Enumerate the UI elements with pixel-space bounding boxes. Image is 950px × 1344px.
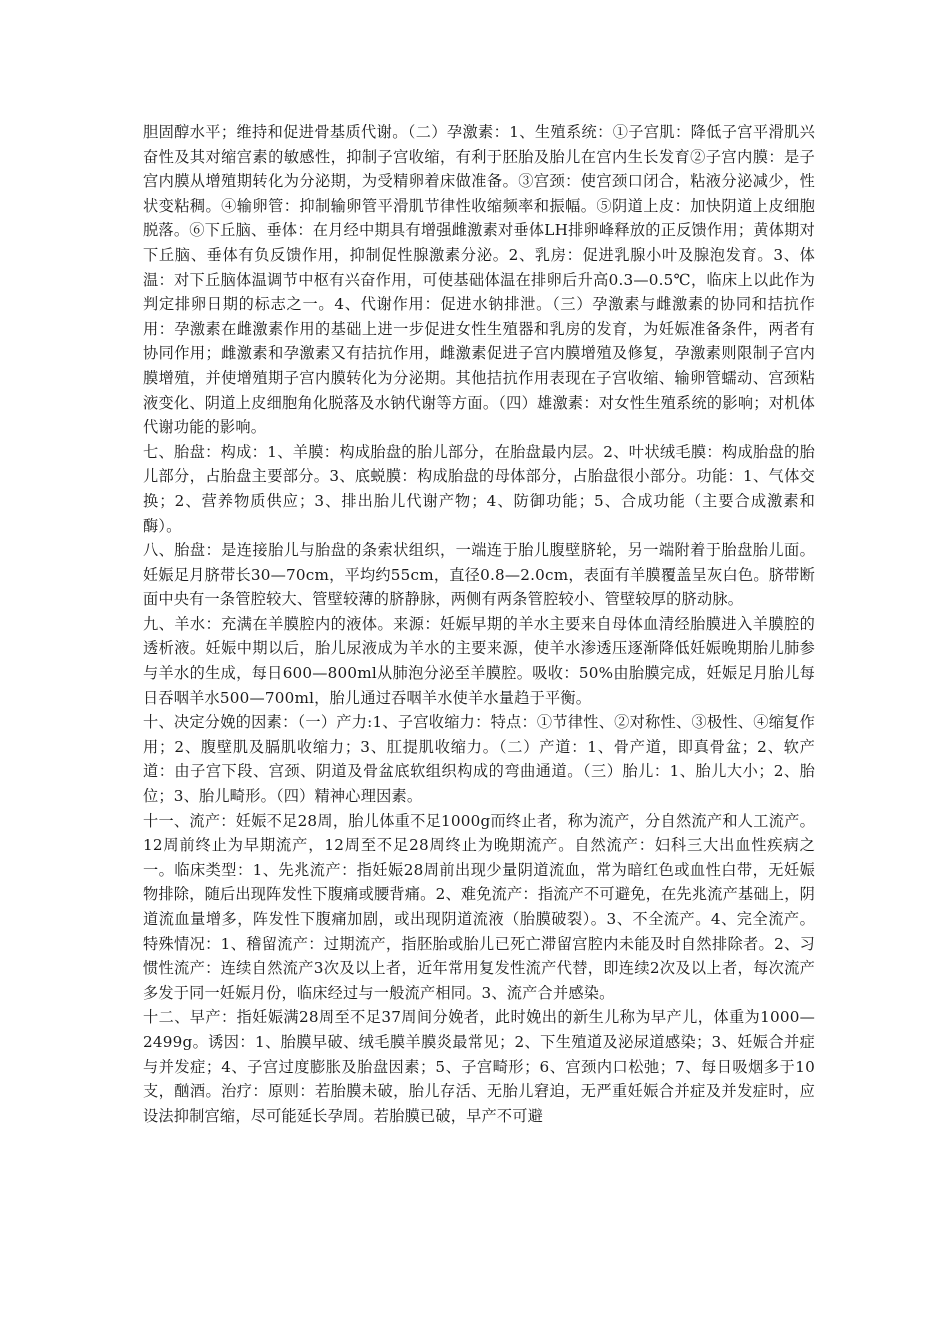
document-body xyxy=(143,120,815,1128)
paragraph-labor-factors: 十、决定分娩的因素：（一）产力:1、子宫收缩力：特点：①节律性、②对称性、③极性、④缩复作用；2、腹壁肌及膈肌收缩力；3、肛提肌收缩力。（二）产道：1、骨产道，即真骨盆；2、软产道：由子宫下段、宫颈、阴道及骨盆底软组织构成的弯曲通道。（三）胎儿：1、胎儿大小；2、胎位；3、胎儿畸形。（四）精神心理因素。 xyxy=(143,713,815,806)
paragraph-amniotic-fluid: 九、羊水：充满在羊膜腔内的液体。来源：妊娠早期的羊水主要来自母体血清经胎膜进入羊膜腔的透析液。妊娠中期以后，胎儿尿液成为羊水的主要来源，使羊水渗透压逐渐降低妊娠晚期胎儿肺参与羊水的生成，每日600—800ml从肺泡分泌至羊膜腔。吸收：50%由胎膜完成，妊娠足月胎儿每日吞咽羊水500—700ml，胎儿通过吞咽羊水使羊水量趋于平衡。 xyxy=(143,614,815,707)
paragraph-placenta: 七、胎盘：构成：1、羊膜：构成胎盘的胎儿部分，在胎盘最内层。2、叶状绒毛膜：构成胎盘的胎儿部分，占胎盘主要部分。3、底蜕膜：构成胎盘的母体部分，占胎盘很小部分。功能：1、气体交换；2、营养物质供应；3、排出胎儿代谢产物；4、防御功能；5、合成功能（主要合成激素和酶）。 xyxy=(143,442,815,535)
paragraph-hormones: 胆固醇水平；维持和促进骨基质代谢。（二）孕激素：1、生殖系统：①子宫肌：降低子宫平滑肌兴奋性及其对缩宫素的敏感性，抑制子宫收缩，有利于胚胎及胎儿在宫内生长发育②子宫内膜：是子宫内膜从增殖期转化为分泌期，为受精卵着床做准备。③宫颈：使宫颈口闭合，粘液分泌减少，性状变粘稠。④输卵管：抑制输卵管平滑肌节律性收缩频率和振幅。⑤阴道上皮：加快阴道上皮细胞脱落。⑥下丘脑、垂体：在月经中期具有增强雌激素对垂体LH排卵峰释放的正反馈作用；黄体期对下丘脑、垂体有负反馈作用，抑制促性腺激素分泌。2、乳房：促进乳腺小叶及腺泡发育。3、体温：对下丘脑体温调节中枢有兴奋作用，可使基础体温在排卵后升高0.3—0.5℃，临床上以此作为判定排卵日期的标志之一。4、代谢作用：促进水钠排泄。（三）孕激素与雌激素的协同和拮抗作用：孕激素在雌激素作用的基础上进一步促进女性生殖器和乳房的发育，为妊娠准备条件，两者有协同作用；雌激素和孕激素又有拮抗作用，雌激素促进子宫内膜增殖及修复，孕激素则限制子宫内膜增殖，并使增殖期子宫内膜转化为分泌期。其他拮抗作用表现在子宫收缩、输卵管蠕动、宫颈粘液变化、阴道上皮细胞角化脱落及水钠代谢等方面。（四）雄激素：对女性生殖系统的影响；对机体代谢功能的影响。 xyxy=(143,123,815,437)
paragraph-umbilical-cord: 八、胎盘：是连接胎儿与胎盘的条索状组织，一端连于胎儿腹壁脐轮，另一端附着于胎盘胎儿面。妊娠足月脐带长30—70cm，平均约55cm，直径0.8—2.0cm，表面有羊膜覆盖呈灰白色。脐带断面中央有一条管腔较大、管壁较薄的脐静脉，两侧有两条管腔较小、管壁较厚的脐动脉。 xyxy=(143,541,815,609)
paragraph-preterm-birth: 十二、早产：指妊娠满28周至不足37周间分娩者，此时娩出的新生儿称为早产儿，体重为1000—2499g。诱因：1、胎膜早破、绒毛膜羊膜炎最常见；2、下生殖道及泌尿道感染；3、妊娠合并症与并发症；4、子宫过度膨胀及胎盘因素；5、子宫畸形；6、宫颈内口松弛；7、每日吸烟多于10支，酗酒。治疗：原则：若胎膜未破，胎儿存活、无胎儿窘迫，无严重妊娠合并症及并发症时，应设法抑制宫缩，尽可能延长孕周。若胎膜已破，早产不可避 xyxy=(143,1008,815,1125)
paragraph-abortion: 十一、流产：妊娠不足28周，胎儿体重不足1000g而终止者，称为流产，分自然流产和人工流产。12周前终止为早期流产，12周至不足28周终止为晚期流产。自然流产：妇科三大出血性疾病之一。临床类型：1、先兆流产：指妊娠28周前出现少量阴道流血，常为暗红色或血性白带，无妊娠物排除，随后出现阵发性下腹痛或腰背痛。2、难免流产：指流产不可避免，在先兆流产基础上，阴道流血量增多，阵发性下腹痛加剧，或出现阴道流液（胎膜破裂）。3、不全流产。4、完全流产。特殊情况：1、稽留流产：过期流产，指胚胎或胎儿已死亡滞留宫腔内未能及时自然排除者。2、习惯性流产：连续自然流产3次及以上者，近年常用复发性流产代替，即连续2次及以上者，每次流产多发于同一妊娠月份，临床经过与一般流产相同。3、流产合并感染。 xyxy=(143,811,815,1002)
